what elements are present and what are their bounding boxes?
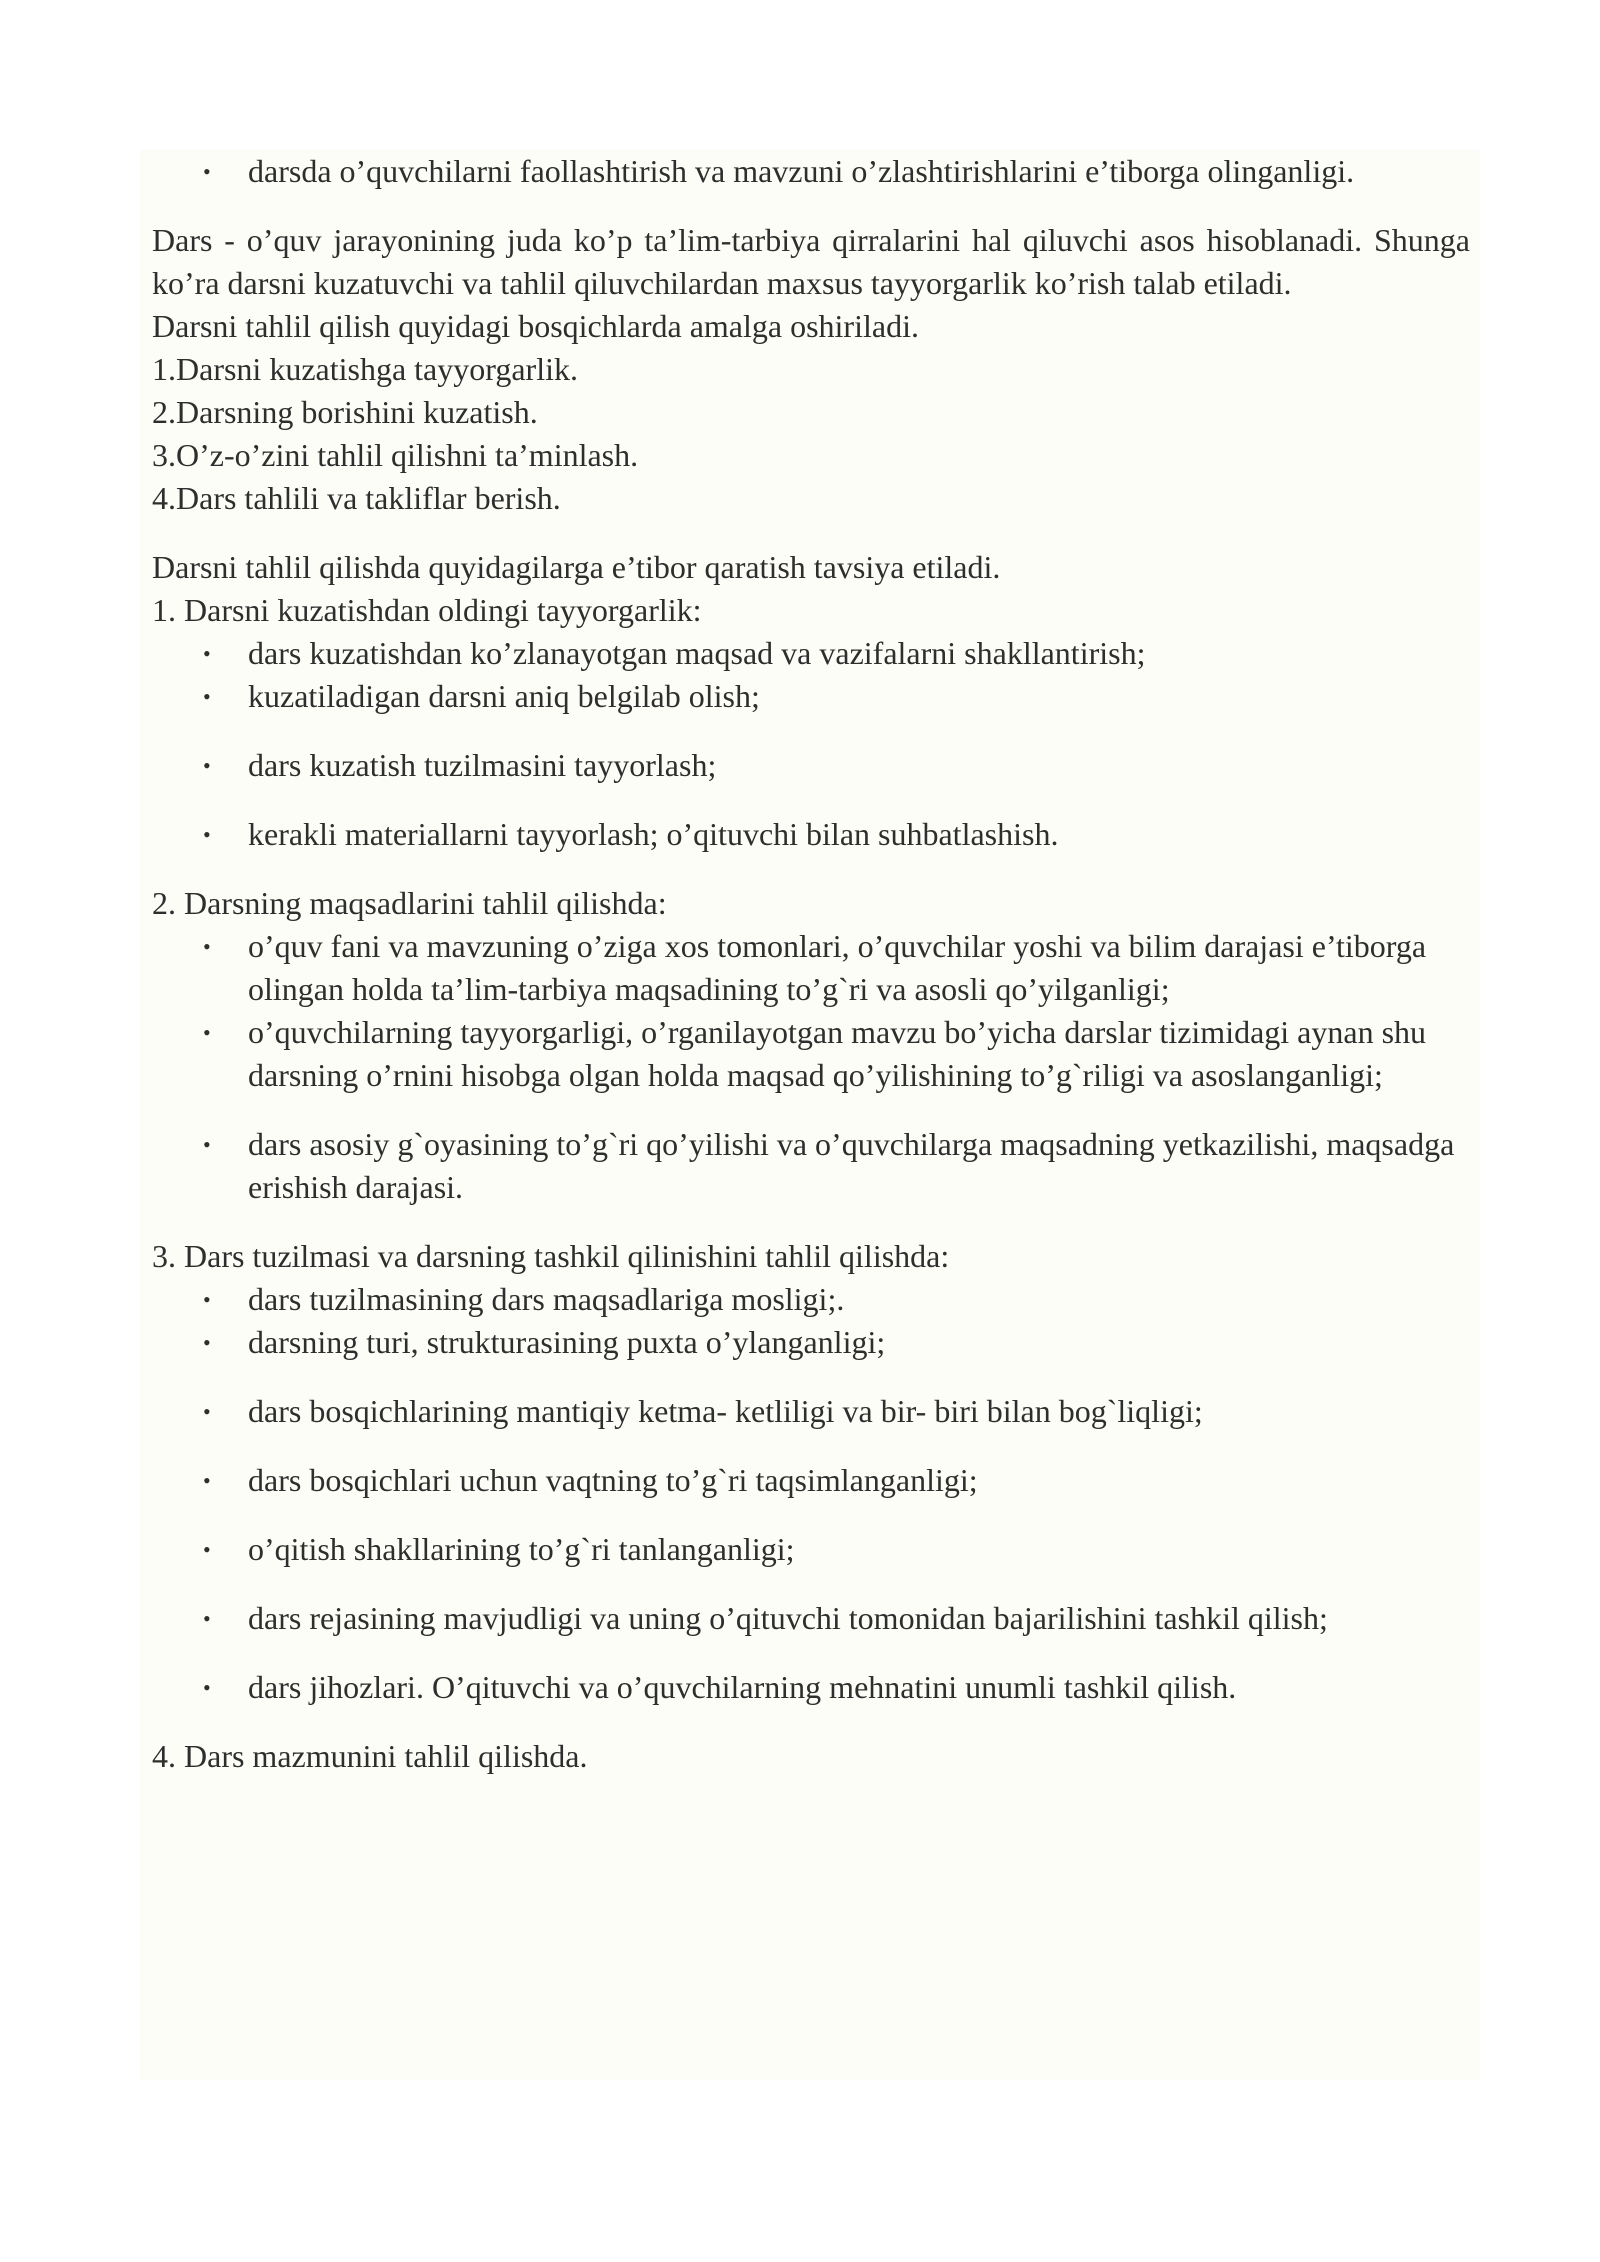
recommend-heading: Darsni tahlil qilishda quyidagilarga e’tibor qaratish tavsiya etiladi. xyxy=(152,549,1001,585)
bullet-icon: • xyxy=(203,1468,211,1493)
list-item: • o’qitish shakllarining to’g`ri tanlanganligi; xyxy=(152,1528,1470,1571)
bullet-icon: • xyxy=(203,684,211,709)
stages-heading: Darsni tahlil qilish quyidagi bosqichlarda amalga oshiriladi. xyxy=(152,308,919,344)
bullet-icon: • xyxy=(203,753,211,778)
document-body xyxy=(152,150,1470,1778)
list-item: • o’quvchilarning tayyorgarligi, o’rganilayotgan mavzu bo’yicha darslar tizimidagi aynan shu darsning o’rnini hisobga olgan holda maqsad qo’yilishining to’g`riligi va asoslanganligi; xyxy=(152,1011,1470,1097)
bullet-icon: • xyxy=(203,1606,211,1631)
bullet-icon: • xyxy=(203,1537,211,1562)
list-item: • dars bosqichlarining mantiqiy ketma- ketliligi va bir- biri bilan bog`liqligi; xyxy=(152,1390,1470,1433)
bullet-icon: • xyxy=(203,1675,211,1700)
section1-heading: 1. Darsni kuzatishdan oldingi tayyorgarlik: xyxy=(152,592,702,628)
list-item: • dars asosiy g`oyasining to’g`ri qo’yilishi va o’quvchilarga maqsadning yetkazilishi, maqsadga erishish darajasi. xyxy=(152,1123,1470,1209)
list-item: • kerakli materiallarni tayyorlash; o’qituvchi bilan suhbatlashish. xyxy=(152,813,1470,856)
bullet-icon: • xyxy=(203,1132,211,1157)
stage-item: 2.Darsning borishini kuzatish. xyxy=(152,394,538,430)
bullet-icon: • xyxy=(203,159,211,184)
list-item: • dars rejasining mavjudligi va uning o’qituvchi tomonidan bajarilishini tashkil qilish; xyxy=(152,1597,1470,1640)
section2-heading: 2. Darsning maqsadlarini tahlil qilishda: xyxy=(152,885,667,921)
list-item: • dars kuzatish tuzilmasini tayyorlash; xyxy=(152,744,1470,787)
stage-item: 4.Dars tahlili va takliflar berish. xyxy=(152,480,561,516)
bullet-icon: • xyxy=(203,1020,211,1045)
section1-list xyxy=(152,632,1470,856)
section4-heading: 4. Dars mazmunini tahlil qilishda. xyxy=(152,1738,588,1774)
bullet-icon: • xyxy=(203,1399,211,1424)
list-item: • dars tuzilmasining dars maqsadlariga mosligi;. xyxy=(152,1278,1470,1321)
section2-list xyxy=(152,925,1470,1209)
list-item: • dars kuzatishdan ko’zlanayotgan maqsad va vazifalarni shakllantirish; xyxy=(152,632,1470,675)
list-item: • dars bosqichlari uchun vaqtning to’g`ri taqsimlanganligi; xyxy=(152,1459,1470,1502)
section3-heading: 3. Dars tuzilmasi va darsning tashkil qilinishini tahlil qilishda: xyxy=(152,1238,950,1274)
stage-item: 1.Darsni kuzatishga tayyorgarlik. xyxy=(152,351,578,387)
list-item: • o’quv fani va mavzuning o’ziga xos tomonlari, o’quvchilar yoshi va bilim darajasi e’tiborga olingan holda ta’lim-tarbiya maqsadining to’g`ri va asosli qo’yilganligi; xyxy=(152,925,1470,1011)
bullet-icon: • xyxy=(203,641,211,666)
list-item: • kuzatiladigan darsni aniq belgilab olish; xyxy=(152,675,1470,718)
bullet-icon: • xyxy=(203,822,211,847)
list-item: • darsning turi, strukturasining puxta o’ylanganligi; xyxy=(152,1321,1470,1364)
bullet-icon: • xyxy=(203,934,211,959)
list-item: • darsda o’quvchilarni faollashtirish va mavzuni o’zlashtirishlarini e’tiborga olinganligi. xyxy=(152,150,1470,193)
intro-paragraph: Dars - o’quv jarayonining juda ko’p ta’lim-tarbiya qirralarini hal qiluvchi asos hisoblanadi. Shunga ko’ra darsni kuzatuvchi va tahlil qiluvchilardan maxsus tayyorgarlik ko’rish talab etiladi. xyxy=(152,222,1470,301)
document-page xyxy=(140,150,1480,2080)
intro-bullet-list xyxy=(152,150,1470,193)
section3-list xyxy=(152,1278,1470,1709)
bullet-icon: • xyxy=(203,1330,211,1355)
bullet-icon: • xyxy=(203,1287,211,1312)
stage-item: 3.O’z-o’zini tahlil qilishni ta’minlash. xyxy=(152,437,639,473)
list-item: • dars jihozlari. O’qituvchi va o’quvchilarning mehnatini unumli tashkil qilish. xyxy=(152,1666,1470,1709)
